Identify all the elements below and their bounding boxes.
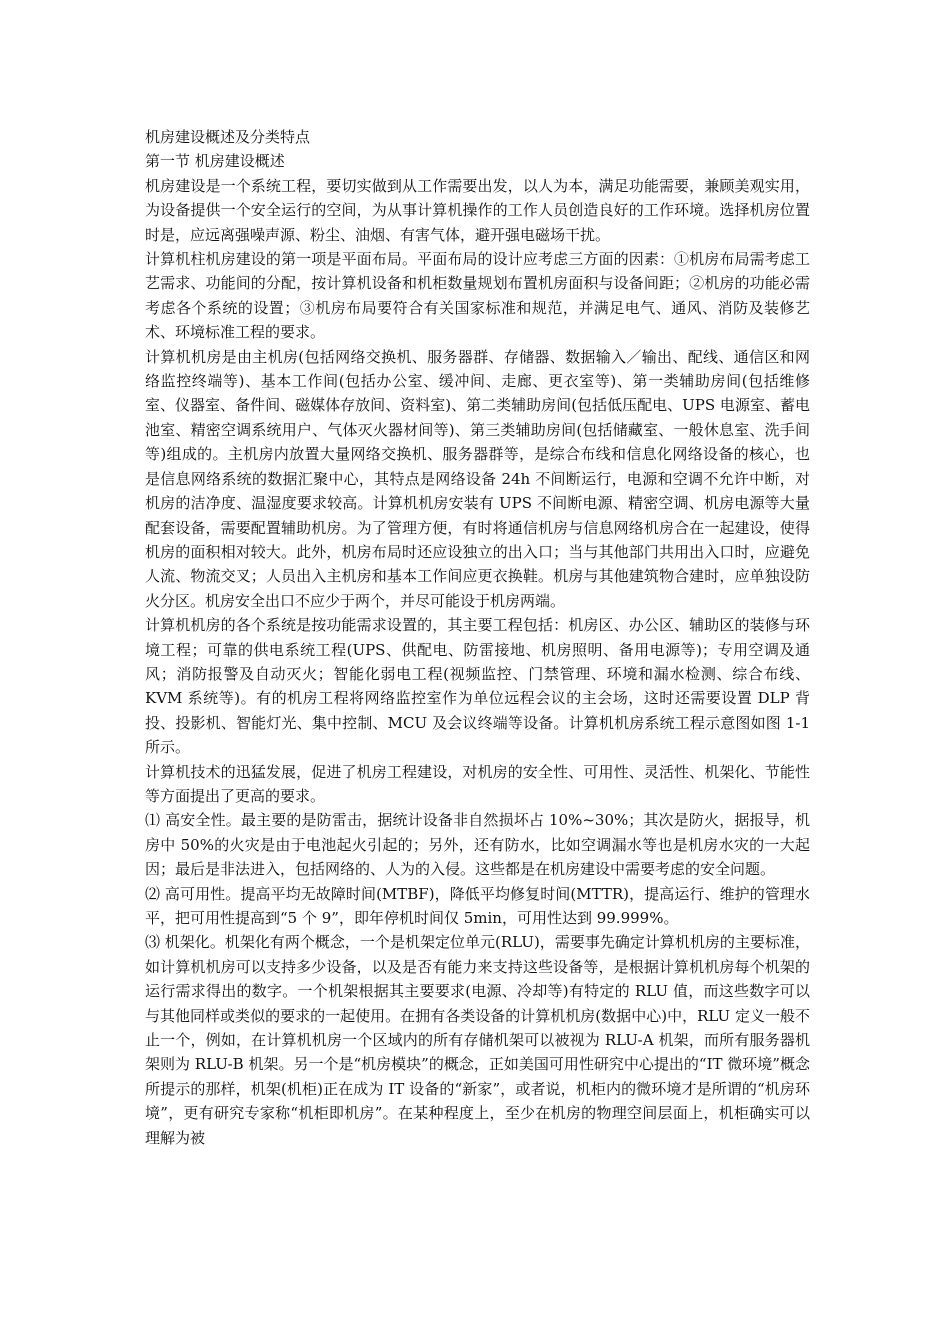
paragraph-layout: 计算机柱机房建设的第一项是平面布局。平面布局的设计应考虑三方面的因素：①机房布局需考虑工艺需求、功能间的分配，按计算机设备和机柜数量规划布置机房面积与设备间距；②机房的功能必需考虑各个系统的设置；③机房布局要符合有关国家标准和规范，并满足电气、通风、消防及装修艺术、环境标准工程的要求。 (145, 250, 810, 342)
paragraph-rack: ⑶ 机架化。机架化有两个概念，一个是机架定位单元(RLU)，需要事先确定计算机机房的主要标准，如计算机机房可以支持多少设备，以及是否有能力来支持这些设备等，是根据计算机机房每个机架的运行需求得出的数字。一个机架根据其主要要求(电源、冷却等)有特定的 RLU 值，而这些数字可以与其他同样或类似的要求的一起使用。在拥有各类设备的计算机机房(数据中心)中，RLU 定义一般不止一个，例如，在计算机机房一个区域内的所有存储机架可以被视为 RLU-A 机架，而所有服务器机架则为 RLU-B 机架。另一个是“机房模块”的概念，正如美国可用性研究中心提出的“IT 微环境”概念所提示的那样，机架(机柜)正在成为 IT 设备的“新家”，或者说，机柜内的微环境才是所谓的“机房环境”，更有研究专家称“机柜即机房”。在某种程度上，至少在机房的物理空间层面上，机柜确实可以理解为被 (145, 933, 810, 1147)
paragraph-requirements: 计算机技术的迅猛发展，促进了机房工程建设，对机房的安全性、可用性、灵活性、机架化、节能性等方面提出了更高的要求。 (145, 762, 810, 805)
paragraph-availability: ⑵ 高可用性。提高平均无故障时间(MTBF)，降低平均修复时间(MTTR)，提高运行、维护的管理水平，把可用性提高到“5 个 9”，即年停机时间仅 5min，可用性达到 99.999%。 (145, 884, 810, 927)
paragraph-intro: 机房建设是一个系统工程，要切实做到从工作需要出发，以人为本，满足功能需要，兼顾美观实用，为设备提供一个安全运行的空间，为从事计算机操作的工作人员创造良好的工作环境。选择机房位置时是，应远离强噪声源、粉尘、油烟、有害气体，避开强电磁场干扰。 (145, 176, 810, 244)
section-heading: 第一节 机房建设概述 (145, 152, 285, 171)
document-title: 机房建设概述及分类特点 (145, 128, 311, 146)
paragraph-composition: 计算机机房是由主机房(包括网络交换机、服务器群、存储器、数据输入／输出、配线、通信区和网络监控终端等)、基本工作间(包括办公室、缓冲间、走廊、更衣室等)、第一类辅助房间(包括维修室、仪器室、备件间、磁媒体存放间、资料室)、第二类辅助房间(包括低压配电、UPS 电源室、蓄电池室、精密空调系统用户、气体灭火器材间等)、第三类辅助房间(包括储藏室、一般休息室、洗手间等)组成的。主机房内放置大量网络交换机、服务器群等，是综合布线和信息化网络设备的核心，也是信息网络系统的数据汇聚中心，其特点是网络设备 24h 不间断运行，电源和空调不允许中断，对机房的洁净度、温湿度要求较高。计算机机房安装有 UPS 不间断电源、精密空调、机房电源等大量配套设备，需要配置辅助机房。为了管理方便，有时将通信机房与信息网络机房合在一起建设，使得机房的面积相对较大。此外，机房布局时还应设独立的出入口；当与其他部门共用出入口时，应避免人流、物流交叉；人员出入主机房和基本工作间应更衣换鞋。机房与其他建筑物合建时，应单独设防火分区。机房安全出口不应少于两个，并尽可能设于机房两端。 (145, 347, 810, 610)
paragraph-systems: 计算机机房的各个系统是按功能需求设置的，其主要工程包括：机房区、办公区、辅助区的装修与环境工程；可靠的供电系统工程(UPS、供配电、防雷接地、机房照明、备用电源等)；专用空调及通风；消防报警及自动灭火；智能化弱电工程(视频监控、门禁管理、环境和漏水检测、综合布线、KVM 系统等)。有的机房工程将网络监控室作为单位远程会议的主会场，这时还需要设置 DLP 背投、投影机、智能灯光、集中控制、MCU 及会议终端等设备。计算机机房系统工程示意图如图 1-1 所示。 (145, 616, 810, 757)
document-page (145, 125, 810, 1150)
paragraph-security: ⑴ 高安全性。最主要的是防雷击，据统计设备非自然损坏占 10%~30%；其次是防火，据报导，机房中 50%的火灾是由于电池起火引起的；另外，还有防水，比如空调漏水等也是机房水灾的一大起因；最后是非法进入，包括网络的、人为的入侵。这些都是在机房建设中需要考虑的安全问题。 (145, 811, 810, 879)
